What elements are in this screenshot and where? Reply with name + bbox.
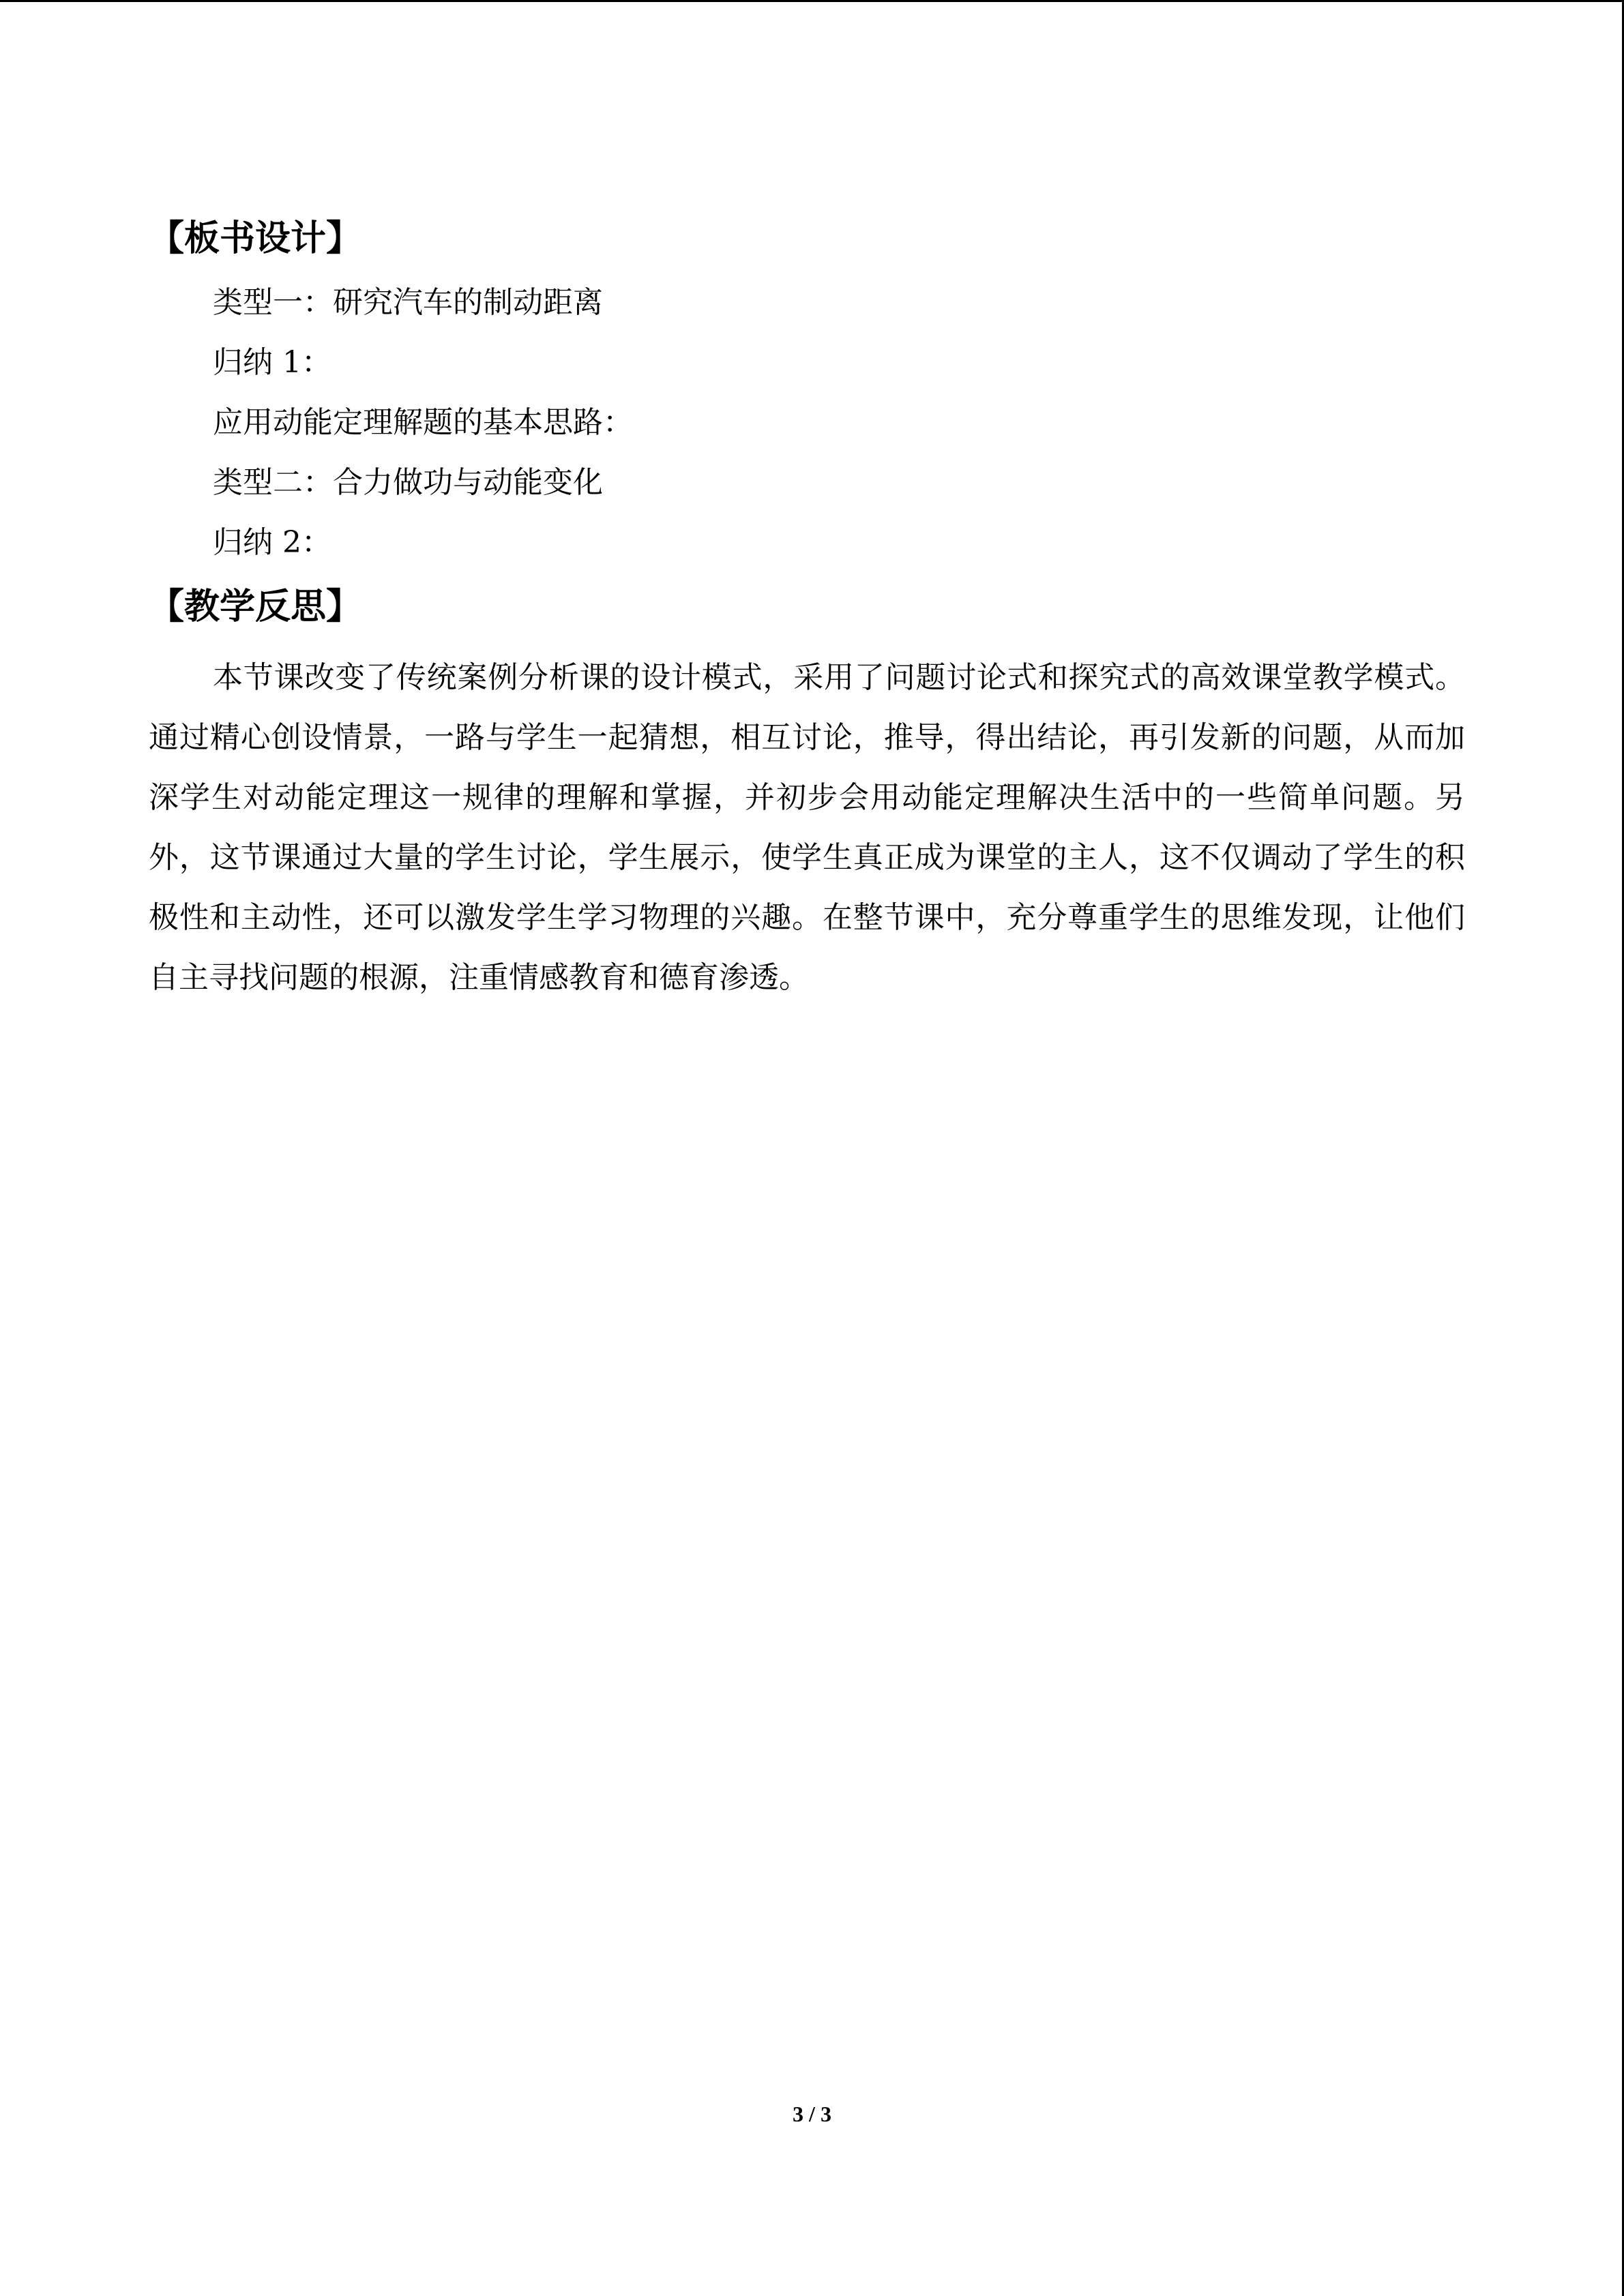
board-item-type-two: 类型二：合力做功与动能变化 <box>213 465 603 500</box>
page-border-top <box>0 0 1624 2</box>
teaching-reflection-paragraph: 本节课改变了传统案例分析课的设计模式，采用了问题讨论式和探究式的高效课堂教学模式。通过精心创设情景，一路与学生一起猜想，相互讨论，推导，得出结论，再引发新的问题，从而加深学生对动能定理这一规律的理解和掌握，并初步会用动能定理解决生活中的一些简单问题。另外，这节课通过大量的学生讨论，学生展示，使学生真正成为课堂的主人，这不仅调动了学生的积极性和主动性，还可以激发学生学习物理的兴趣。在整节课中，充分尊重学生的思维发现，让他们自主寻找问题的根源，注重情感教育和德育渗透。 <box>149 660 1465 995</box>
board-design-heading: 【板书设计】 <box>149 218 362 259</box>
page-number: 3 / 3 <box>793 2102 831 2126</box>
board-item-approach: 应用动能定理解题的基本思路： <box>213 405 633 440</box>
document-body <box>149 205 1465 1008</box>
board-item-summary-one: 归纳 1： <box>213 345 331 380</box>
board-item-summary-two: 归纳 2： <box>213 525 331 560</box>
teaching-reflection-heading: 【教学反思】 <box>149 586 362 627</box>
board-design-list <box>149 273 1465 573</box>
board-item-type-one: 类型一：研究汽车的制动距离 <box>213 285 603 320</box>
